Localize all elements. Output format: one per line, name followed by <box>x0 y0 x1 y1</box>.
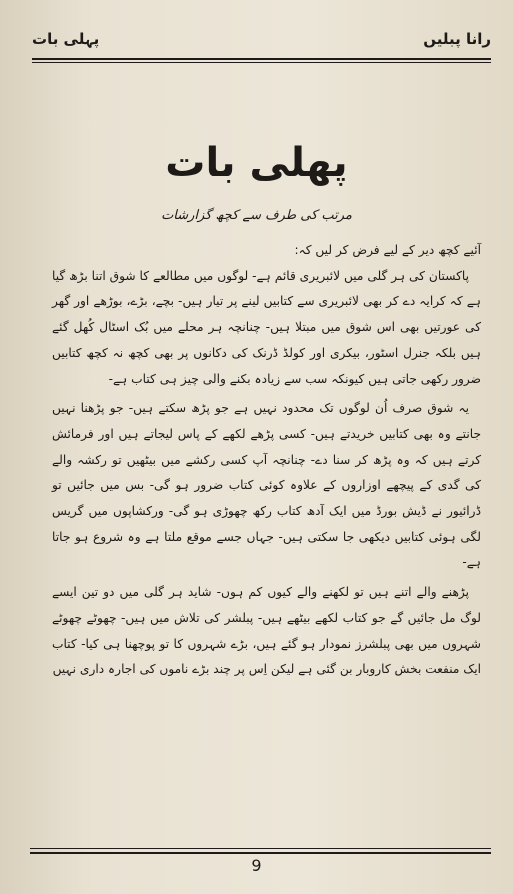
paragraph-2: یہ شوق صرف اُن لوگوں تک محدود نہیں ہے جو پڑھ سکتے ہیں- جو پڑھنا نہیں جانتے وہ بھی کتابیں خریدتے ہیں- کسی پڑھے لکھے کے پاس لیجاتے ہیں اور فرمائش کرتے ہیں کہ وہ پڑھ کر سنا دے- چنانچہ آپ کسی رکشے میں بیٹھیں تو رکشہ والے کی گدی کے پیچھے اوزاروں کے علاوہ کوئی کتاب ضرور ہو گی- بس میں جائیں تو ڈرائیور نے ڈیش بورڈ میں ایک آدھ کتاب رکھ چھوڑی ہو گی- ورکشاپوں میں گریس لگی ہوئی کتابیں دیکھی جا سکتی ہیں- جہاں جسے موقع ملتا ہے وہ شروع ہو جاتا ہے- <box>52 401 481 570</box>
body-text <box>52 238 481 683</box>
footer-rule-thin <box>30 848 491 849</box>
header-rule-thin <box>32 62 491 63</box>
paragraph-1: پاکستان کی ہر گلی میں لائبریری قائم ہے- لوگوں میں مطالعے کا شوق اتنا بڑھ گیا ہے کہ کرایہ دے کر بھی لائبریری سے کتابیں لینے پر تیار ہیں- بچے، بڑے، بوڑھے اور گھر کی عورتیں بھی اس شوق میں مبتلا ہیں- چنانچہ ہر محلے میں بُک اسٹال کُھل گئے ہیں بلکہ جنرل اسٹور، بیکری اور کولڈ ڈرنک کی دکانوں پر بھی کچھ نہ کچھ کتابیں ضرور رکھی جاتی ہیں کیونکہ سب سے زیادہ بکنے والی چیز ہی کتاب ہے- <box>52 268 481 386</box>
intro-line: آئیے کچھ دیر کے لیے فرض کر لیں کہ: <box>294 243 481 257</box>
chapter-header: پہلی بات <box>32 30 100 48</box>
header-rule <box>32 58 491 60</box>
running-head <box>32 28 491 54</box>
chapter-subtitle: مرتب کی طرف سے کچھ گزارشات <box>161 208 352 223</box>
chapter-title: پھلی بات <box>165 140 348 186</box>
author-header: رانا پبلیں <box>423 30 491 48</box>
page-number: 9 <box>251 856 262 875</box>
paragraph-3: پڑھنے والے اتنے ہیں تو لکھنے والے کیوں کم ہوں- شاید ہر گلی میں دو تین ایسے لوگ مل جائیں گے جو کتاب لکھے بیٹھے ہیں- پبلشر کی تلاش میں ہیں- چھوٹے چھوٹے شہروں میں بھی پبلشرز نمودار ہو گئے ہیں، بڑے شہروں کا تو پوچھنا ہی کیا- کتاب ایک منفعت بخش کاروبار بن گئی ہے لیکن اِس پر چند بڑے ناموں کی اجارہ داری نہیں <box>52 585 481 677</box>
footer-rule <box>30 852 491 854</box>
